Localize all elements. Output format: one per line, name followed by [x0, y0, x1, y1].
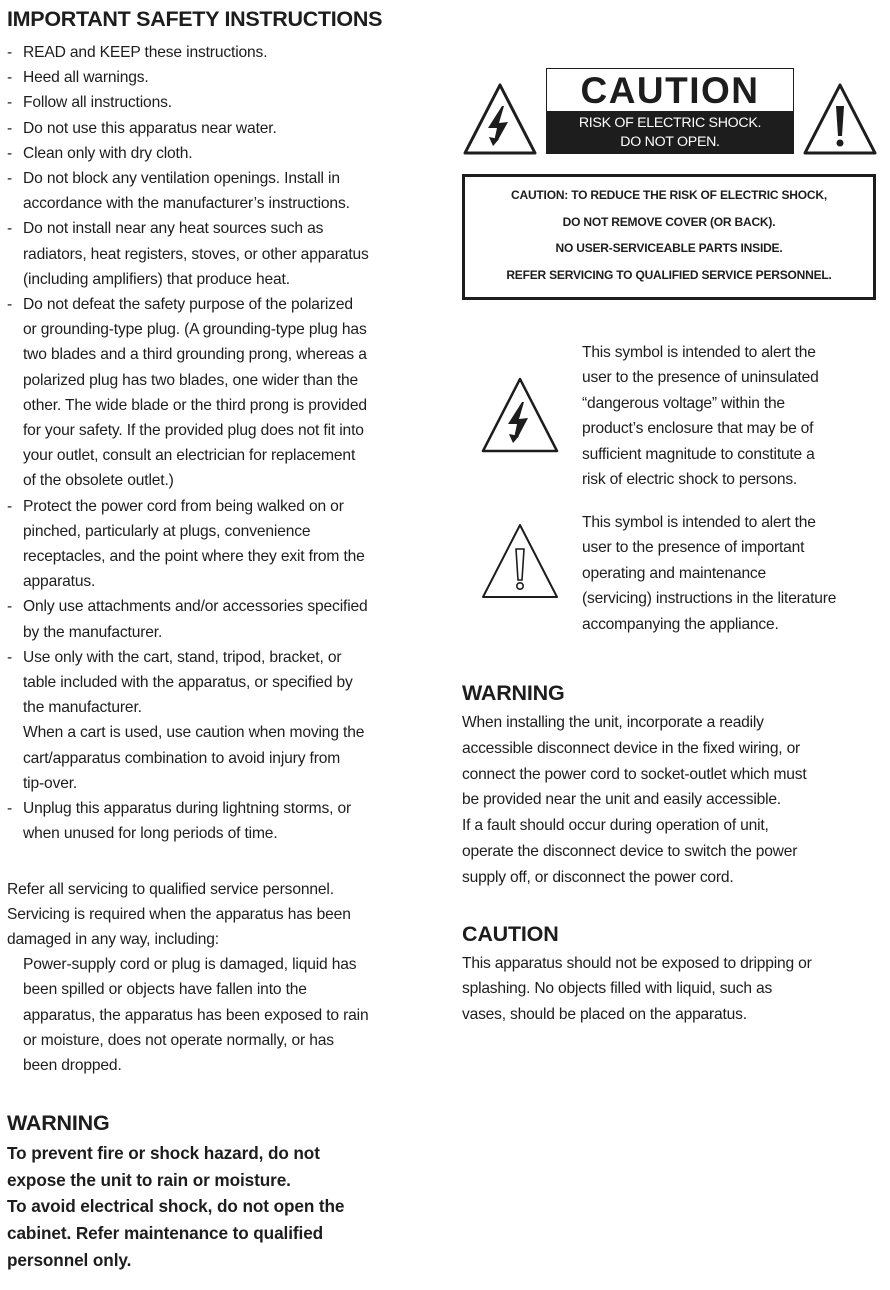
list-item: - Only use attachments and/or accessories specified by the manufacturer.	[7, 598, 368, 641]
caution-notice-box: CAUTION: TO REDUCE THE RISK OF ELECTRIC SHOCK, DO NOT REMOVE COVER (OR BACK). NO USER-SERVICEABLE PARTS INSIDE. REFER SERVICING TO QUALIFIED SERVICE PERSONNEL.	[462, 174, 876, 300]
exclamation-triangle-icon	[802, 82, 878, 156]
left-warning-text: To prevent fire or shock hazard, do not expose the unit to rain or moisture. To avoid electrical shock, do not open the cabinet. Refer maintenance to qualified personnel only.	[7, 1143, 345, 1270]
lightning-triangle-icon	[462, 82, 538, 156]
symbol-description: This symbol is intended to alert the user to the presence of uninsulated “dangerous voltage” within the product’s enclosure that may be of sufficient magnitude to constitute a risk of electric shock to persons.	[582, 344, 819, 489]
caution-label-banner	[462, 66, 880, 162]
right-warning-section	[462, 678, 880, 891]
right-caution-heading: CAUTION	[462, 921, 559, 946]
list-item: - Follow all instructions.	[7, 94, 172, 112]
list-item: - READ and KEEP these instructions.	[7, 44, 268, 61]
servicing-paragraph: Refer all servicing to qualified service personnel. Servicing is required when the apparatus has been damaged in any way, including: Power-supply cord or plug is damaged, liquid has been spilled or objects have fallen into the apparatus, the apparatus has been exposed to rain or moisture, does not operate normally, or has been dropped.	[7, 877, 439, 1079]
left-column	[7, 4, 439, 1273]
safety-instructions-list	[7, 40, 439, 847]
list-item: - Do not install near any heat sources such as radiators, heat registers, stoves, or other apparatus (including amplifiers) that produce heat.	[7, 220, 369, 288]
list-item: - Do not defeat the safety purpose of the polarized or grounding-type plug. (A grounding-type plug has two blades and a third grounding prong, whereas a polarized plug has two blades, one wider than the other. The wide blade or the third prong is provided for your safety. If the provided plug does not fit into your outlet, consult an electrician for replacement of the obsolete outlet.)	[7, 296, 367, 490]
list-item: - Do not block any ventilation openings. Install in accordance with the manufacturer’s instructions.	[7, 170, 350, 213]
list-item: - Protect the power cord from being walked on or pinched, particularly at plugs, convenience receptacles, and the point where they exit from the apparatus.	[7, 497, 365, 591]
page-title: IMPORTANT SAFETY INSTRUCTIONS	[7, 7, 383, 31]
left-warning-heading: WARNING	[7, 1111, 110, 1136]
lightning-triangle-icon	[480, 376, 560, 454]
symbol-description: This symbol is intended to alert the user to the presence of important operating and maintenance (servicing) instructions in the literature accompanying the appliance.	[582, 514, 837, 633]
list-item: - Unplug this apparatus during lightning storms, or when unused for long periods of time.	[7, 800, 352, 843]
caution-label-subtitle: RISK OF ELECTRIC SHOCK. DO NOT OPEN.	[547, 111, 793, 153]
symbol-explanation-voltage	[462, 340, 880, 490]
right-warning-text: When installing the unit, incorporate a readily accessible disconnect device in the fixed wiring, or connect the power cord to socket-outlet which must be provided near the unit and easily accessible. If a fault should occur during operation of unit, operate the disconnect device to switch the power supply off, or disconnect the power cord.	[462, 714, 807, 886]
list-item: - Heed all warnings.	[7, 69, 149, 87]
right-warning-heading: WARNING	[462, 681, 565, 705]
right-column	[462, 66, 880, 1028]
symbol-explanation-instructions	[462, 510, 880, 640]
servicing-conditions: Power-supply cord or plug is damaged, liquid has been spilled or objects have fallen into the apparatus, the apparatus has been exposed to rain or moisture, does not operate normally, or has been dropped.	[23, 956, 369, 1074]
caution-label-title: CAUTION	[580, 70, 760, 111]
list-item: - Use only with the cart, stand, tripod, bracket, or table included with the apparatus, or specified by the manufacturer. When a cart is used, use caution when moving the cart/apparatus combination to avoid injury from tip-over.	[7, 648, 365, 792]
exclamation-triangle-icon	[480, 522, 560, 600]
caution-label	[546, 68, 794, 154]
right-caution-text: This apparatus should not be exposed to dripping or splashing. No objects filled with liquid, such as vases, should be placed on the apparatus.	[462, 954, 812, 1024]
list-item: - Clean only with dry cloth.	[7, 144, 193, 162]
list-item: - Do not use this apparatus near water.	[7, 119, 277, 137]
right-caution-section	[462, 919, 880, 1028]
